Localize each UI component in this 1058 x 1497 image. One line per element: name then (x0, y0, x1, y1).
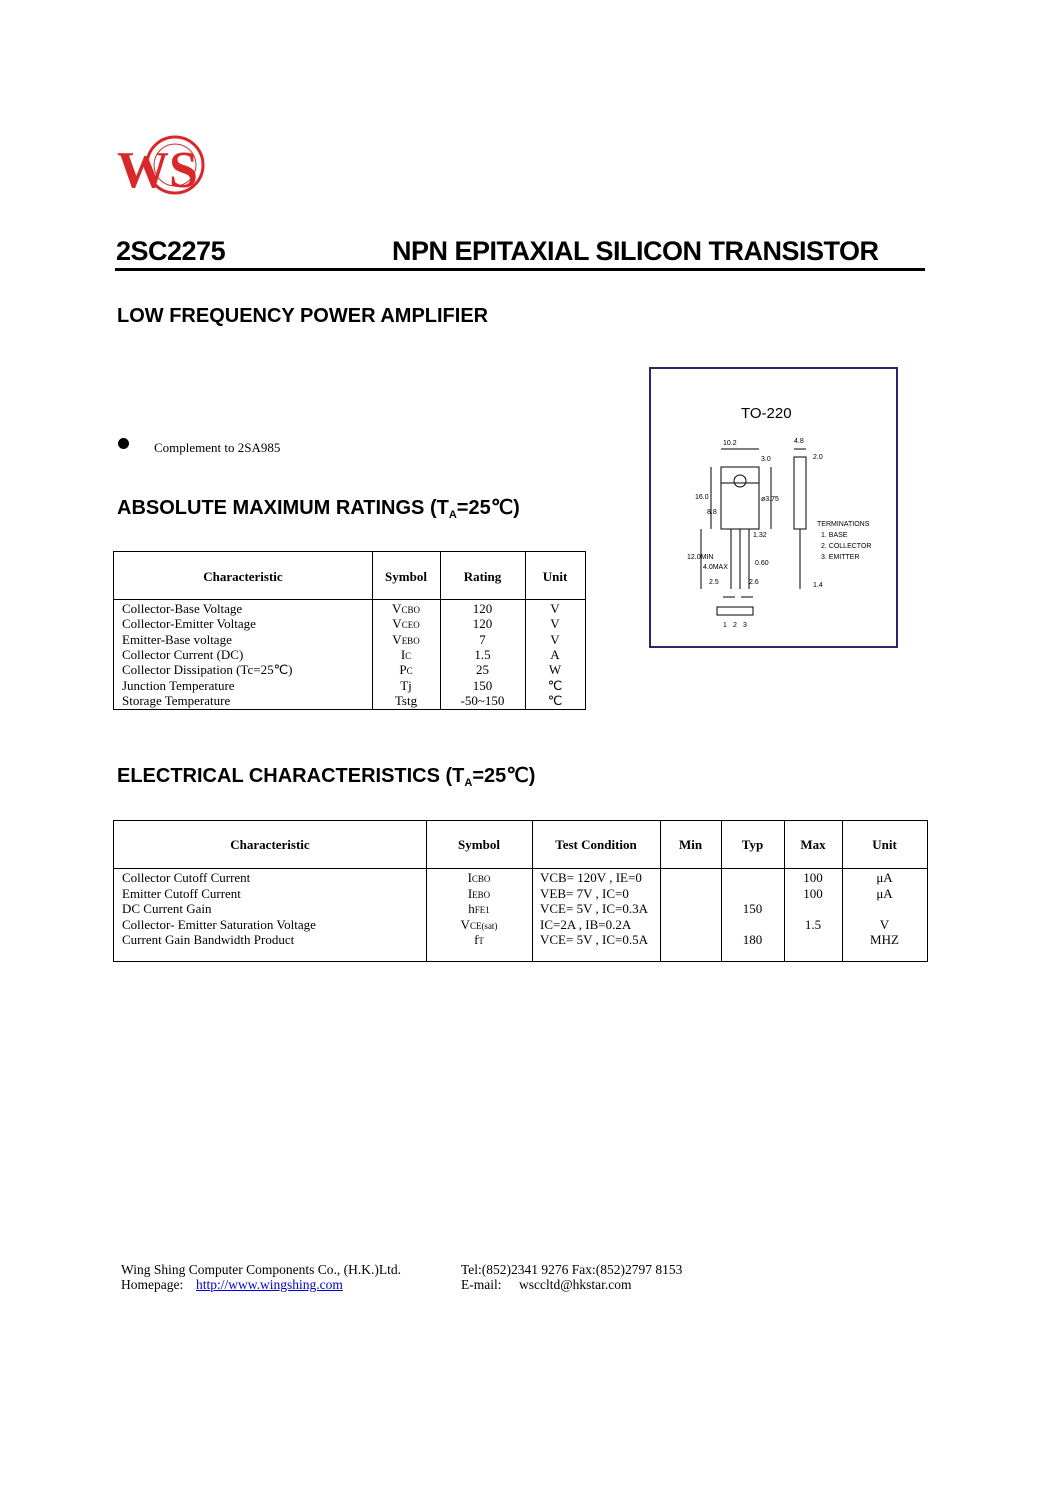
col-header: Typ (741, 837, 764, 852)
dim-label: 1.32 (753, 532, 767, 539)
table-cell: hFE1 (468, 901, 490, 916)
table-cell: Storage Temperature (122, 692, 231, 708)
dim-label: 1.4 (813, 582, 823, 589)
termination-item: 3. EMITTER (821, 554, 860, 561)
table-cell: ℃ (547, 692, 563, 708)
table-cell: Collector Current (DC) (122, 646, 244, 662)
pin-label: 1 (723, 622, 727, 629)
abs-max-heading: ABSOLUTE MAXIMUM RATINGS $(T_A=25℃)$ (117, 497, 520, 521)
col-header: Symbol (458, 837, 500, 852)
table-cell: VCBO (392, 601, 420, 616)
dim-label: 2.0 (813, 454, 823, 461)
table-cell: VCE= 5V , IC=0.3A (540, 901, 648, 916)
elec-table (113, 820, 928, 962)
table-cell: ℃ (547, 677, 563, 693)
dim-label: 16.0 (695, 494, 709, 501)
table-cell: DC Current Gain (122, 901, 212, 916)
table-cell: 120 (472, 616, 493, 632)
table-cell: Junction Temperature (122, 677, 235, 693)
table-cell: 150 (472, 677, 493, 693)
dim-label: 3.0 (761, 456, 771, 463)
table-cell: VCB= 120V , IE=0 (540, 870, 642, 885)
package-drawing (649, 367, 898, 648)
elec-heading: ELECTRICAL CHARACTERISTICS $(T_A=25℃)$ (117, 765, 536, 789)
table-cell: Emitter-Base voltage (122, 631, 232, 647)
dim-label: 0.60 (755, 560, 769, 567)
footer-company: Wing Shing Computer Components Co., (H.K.)Ltd. (121, 1262, 401, 1277)
table-cell: VEB= 7V , IC=0 (540, 885, 629, 901)
homepage-link[interactable]: http://www.wingshing.com (196, 1277, 343, 1292)
table-cell: Collector Cutoff Current (122, 870, 251, 885)
table-cell: 150 (742, 901, 763, 916)
col-header: Test Condition (555, 837, 637, 852)
footer-email-label: E-mail: (461, 1277, 502, 1292)
abs-max-table (113, 551, 586, 710)
table-cell: -50~150 (460, 692, 505, 708)
svg-text:WS: WS (117, 142, 198, 199)
table-cell: V (550, 616, 560, 632)
table-cell: MHZ (870, 932, 899, 947)
col-header: Rating (463, 569, 502, 584)
table-cell: Collector Dissipation (Tc=25℃) (122, 662, 293, 678)
table-cell: IEBO (467, 885, 491, 901)
table-cell: Tstg (394, 692, 418, 708)
dim-label: 10.2 (723, 440, 737, 447)
package-name: TO-220 (741, 405, 792, 422)
table-cell: μA (876, 885, 893, 901)
dim-label: 12.0MIN (687, 554, 714, 561)
dim-label: 2.6 (749, 579, 759, 586)
table-cell: Emitter Cutoff Current (122, 885, 241, 901)
logo-seal-icon (113, 132, 213, 202)
table-cell: 25 (476, 662, 489, 678)
col-header: Unit (872, 837, 897, 852)
table-cell: μA (876, 870, 893, 885)
table-cell: 120 (472, 601, 493, 616)
footer-tel: Tel:(852)2341 9276 Fax:(852)2797 8153 (461, 1262, 683, 1277)
col-header: Characteristic (203, 569, 283, 584)
col-header: Max (800, 837, 826, 852)
table-cell: Collector-Base Voltage (122, 601, 243, 616)
feature-text: Complement to 2SA985 (154, 440, 281, 455)
dim-label: ø3.75 (761, 496, 779, 503)
part-number: 2SC2275 (116, 236, 226, 266)
table-cell: Current Gain Bandwidth Product (122, 932, 295, 947)
table-cell: VCE= 5V , IC=0.5A (540, 932, 648, 947)
table-cell: V (879, 916, 890, 932)
table-cell: Collector- Emitter Saturation Voltage (122, 916, 316, 932)
footer-homepage-label: Homepage: (121, 1277, 184, 1292)
table-cell: V (550, 601, 560, 616)
to220-outline-icon (651, 369, 896, 646)
table-cell: Collector-Emitter Voltage (122, 616, 256, 632)
page-title: NPN EPITAXIAL SILICON TRANSISTOR (392, 236, 879, 266)
table-cell: IC (400, 646, 412, 662)
table-cell: VEBO (392, 631, 420, 647)
terminations-title: TERMINATIONS (817, 521, 870, 528)
company-logo (113, 132, 213, 202)
table-cell: 1.5 (474, 646, 491, 662)
table-cell: ICBO (467, 870, 491, 885)
table-cell: IC=2A , IB=0.2A (540, 916, 632, 932)
dim-label: 2.5 (709, 579, 719, 586)
subtitle: LOW FREQUENCY POWER AMPLIFIER (117, 305, 489, 327)
col-header: Characteristic (230, 837, 310, 852)
table-cell: 7 (479, 631, 486, 647)
table-cell: fT (474, 932, 484, 947)
table-cell: 100 (803, 870, 823, 885)
dim-label: 4.8 (794, 438, 804, 445)
col-header: Unit (542, 569, 568, 584)
table-cell: A (550, 646, 560, 662)
email-link[interactable]: wsccltd@hkstar.com (519, 1277, 632, 1292)
pin-label: 3 (743, 622, 747, 629)
dim-label: 8.8 (707, 509, 717, 516)
col-header: Symbol (385, 569, 427, 584)
col-header: Min (678, 837, 703, 852)
pin-label: 2 (733, 622, 737, 629)
header-rule (115, 268, 925, 271)
table-cell: 100 (803, 885, 823, 901)
termination-item: 1. BASE (821, 532, 848, 539)
bullet-icon (118, 438, 129, 449)
table-cell: Tj (400, 677, 412, 693)
table-cell: 180 (742, 932, 763, 947)
table-cell: VCE(sat) (460, 916, 498, 932)
dim-label: 4.0MAX (703, 564, 728, 571)
termination-item: 2. COLLECTOR (821, 543, 872, 550)
table-cell: 1.5 (804, 916, 822, 932)
table-cell: V (550, 631, 560, 647)
table-cell: W (548, 662, 562, 678)
table-cell: PC (399, 662, 413, 678)
table-cell: VCEO (392, 616, 420, 632)
